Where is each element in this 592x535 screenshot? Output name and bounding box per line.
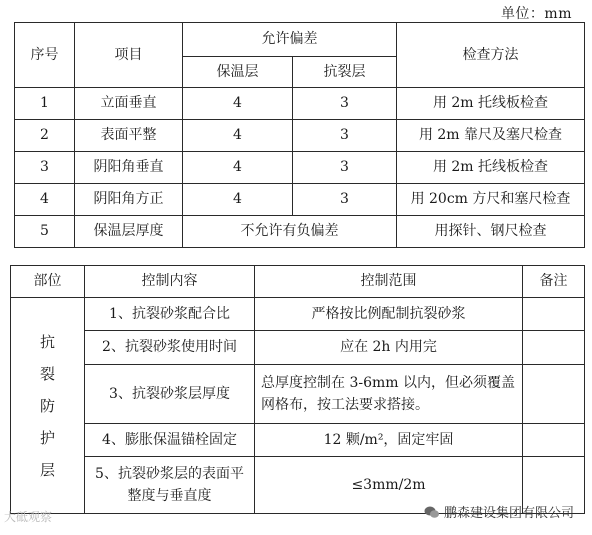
row-note <box>523 365 585 424</box>
row-anticrack: 3 <box>293 88 397 120</box>
part-char: 防 <box>39 396 55 415</box>
header-part: 部位 <box>11 266 85 298</box>
row-range: 应在 2h 内用完 <box>255 331 523 365</box>
wechat-icon <box>424 505 440 519</box>
watermark-left: 大砥观察 <box>4 510 53 524</box>
row-note <box>523 331 585 365</box>
tolerance-table <box>14 22 585 248</box>
row-no: 2 <box>15 120 75 152</box>
row-no: 4 <box>15 184 75 216</box>
watermark-right-text: 鹏森建设集团有限公司 <box>443 506 574 521</box>
row-method: 用 2m 靠尺及塞尺检查 <box>397 120 585 152</box>
header-note: 备注 <box>523 266 585 298</box>
part-char: 抗 <box>39 332 55 351</box>
header-method: 检查方法 <box>397 23 585 88</box>
table-row <box>15 120 585 152</box>
row-note <box>523 424 585 457</box>
row-merged-tolerance: 不允许有负偏差 <box>183 216 397 248</box>
row-range: 严格按比例配制抗裂砂浆 <box>255 298 523 331</box>
table-row <box>15 216 585 248</box>
row-content: 5、抗裂砂浆层的表面平整度与垂直度 <box>85 457 255 514</box>
header-anticrack: 抗裂层 <box>293 57 397 88</box>
row-insulation: 4 <box>183 88 293 120</box>
row-insulation: 4 <box>183 120 293 152</box>
row-method: 用 2m 托线板检查 <box>397 152 585 184</box>
row-method: 用探针、钢尺检查 <box>397 216 585 248</box>
row-method: 用 20cm 方尺和塞尺检查 <box>397 184 585 216</box>
control-table <box>10 265 585 514</box>
unit-label: 单位：mm <box>500 6 572 22</box>
row-range: 12 颗/m²，固定牢固 <box>255 424 523 457</box>
row-item: 阴阳角垂直 <box>75 152 183 184</box>
row-item: 阴阳角方正 <box>75 184 183 216</box>
row-item: 保温层厚度 <box>75 216 183 248</box>
table-row <box>15 88 585 120</box>
row-content: 3、抗裂砂浆层厚度 <box>85 365 255 424</box>
table-row <box>11 331 585 365</box>
row-range: 总厚度控制在 3-6mm 以内，但必须覆盖网格布，按工法要求搭接。 <box>255 365 523 424</box>
header-item: 项目 <box>75 23 183 88</box>
header-content: 控制内容 <box>85 266 255 298</box>
row-no: 1 <box>15 88 75 120</box>
watermark-right <box>424 502 574 521</box>
row-range: ≤3mm/2m <box>255 457 523 514</box>
row-no: 3 <box>15 152 75 184</box>
row-item: 表面平整 <box>75 120 183 152</box>
row-item: 立面垂直 <box>75 88 183 120</box>
table-row <box>11 298 585 331</box>
row-insulation: 4 <box>183 184 293 216</box>
table-row <box>11 365 585 424</box>
row-anticrack: 3 <box>293 120 397 152</box>
row-content: 4、膨胀保温锚栓固定 <box>85 424 255 457</box>
row-method: 用 2m 托线板检查 <box>397 88 585 120</box>
header-tolerance: 允许偏差 <box>183 23 397 57</box>
header-range: 控制范围 <box>255 266 523 298</box>
row-anticrack: 3 <box>293 184 397 216</box>
part-char: 层 <box>39 460 55 479</box>
part-char: 护 <box>39 428 55 447</box>
header-insulation: 保温层 <box>183 57 293 88</box>
row-no: 5 <box>15 216 75 248</box>
row-note <box>523 298 585 331</box>
table-row <box>15 152 585 184</box>
table-row <box>15 184 585 216</box>
row-insulation: 4 <box>183 152 293 184</box>
part-char: 裂 <box>39 364 55 383</box>
part-cell <box>11 298 85 514</box>
row-anticrack: 3 <box>293 152 397 184</box>
row-content: 1、抗裂砂浆配合比 <box>85 298 255 331</box>
table-row <box>11 424 585 457</box>
row-content: 2、抗裂砂浆使用时间 <box>85 331 255 365</box>
header-seq: 序号 <box>15 23 75 88</box>
